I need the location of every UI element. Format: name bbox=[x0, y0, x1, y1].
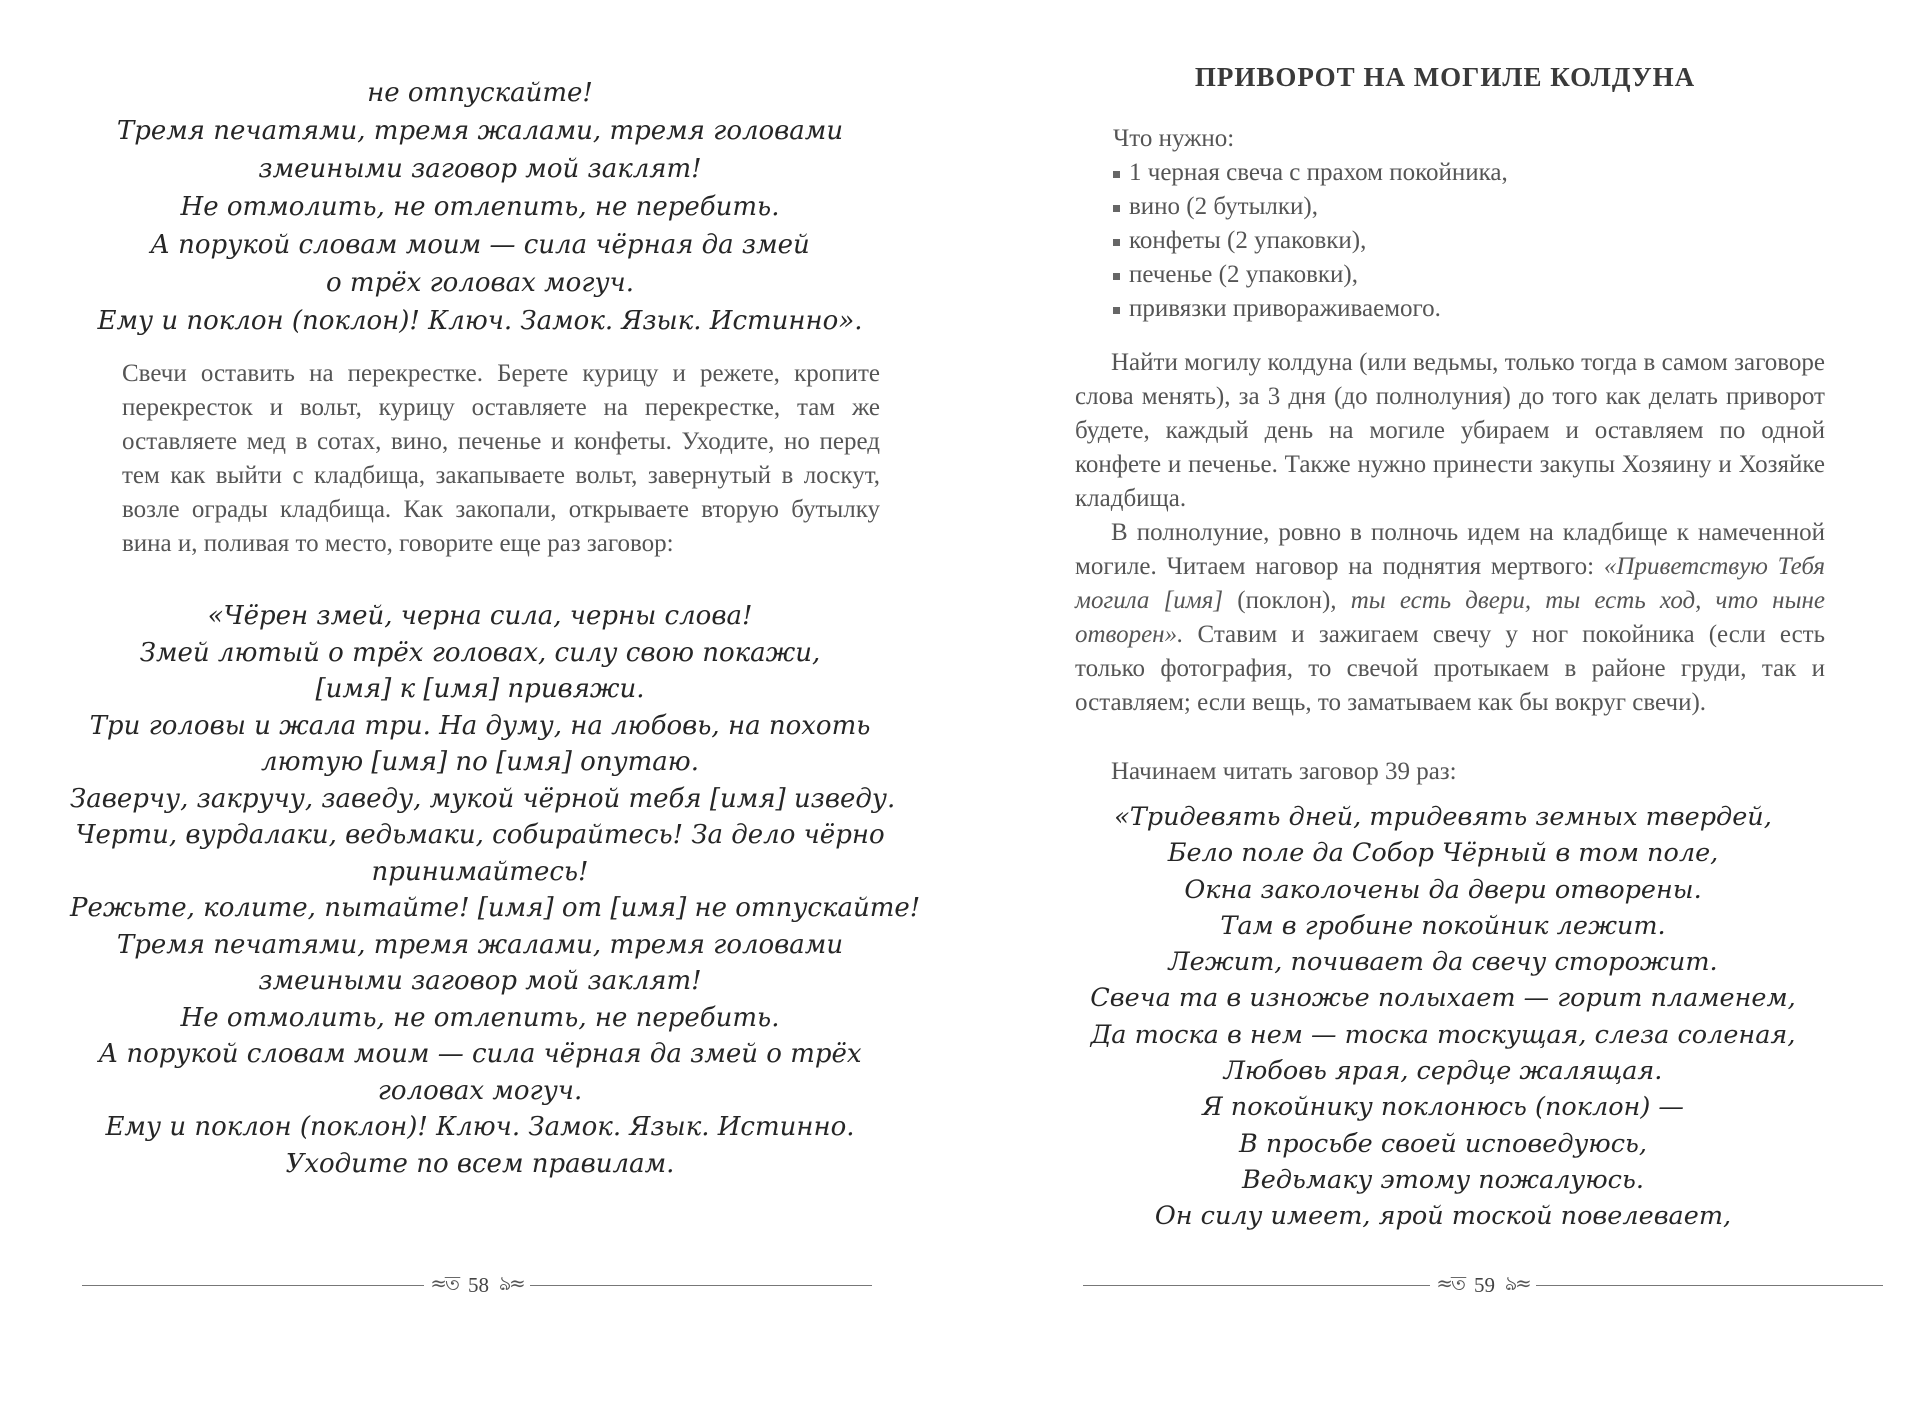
start-line: Начинаем читать заговор 39 раз: bbox=[1111, 758, 1457, 785]
footer-rule bbox=[82, 1285, 424, 1286]
verse-line: Лежит, почивает да свечу сторожит. bbox=[1168, 947, 1718, 978]
verse-line: змеиными заговор мой заклят! bbox=[258, 966, 702, 996]
left-verse-top bbox=[80, 74, 880, 340]
verse-line: Тремя печатями, тремя жалами, тремя головами bbox=[116, 929, 844, 960]
verse-line: Тремя печатями, тремя жалами, тремя головами bbox=[116, 116, 844, 146]
verse-line: В просьбе своей исповедуюсь, bbox=[1238, 1128, 1648, 1159]
quote-text: «Приветствую Тебя могила [имя] bbox=[1075, 553, 1825, 614]
verse-line: Три головы и жала три. На думу, на любовь, на похоть bbox=[89, 710, 871, 741]
list-item-text: вино (2 бутылки), bbox=[1129, 193, 1318, 220]
paragraph: Найти могилу колдуна (или ведьмы, только тогда в самом заговоре слова менять), за 3 дня (до полнолуния) до того как делать приворот будете, каждый день на могиле убираем и оставляем по одной конфете и печенье. Также нужно принести закупы Хозяину и Хозяйке кладбища. bbox=[1075, 349, 1825, 512]
right-page bbox=[963, 0, 1927, 1410]
list-item bbox=[1113, 292, 1833, 326]
verse-line: Режьте, колите, пытайте! [имя] от [имя] не отпускайте! bbox=[70, 893, 921, 923]
bullet-icon bbox=[1113, 205, 1120, 212]
verse-line: А порукой словам моим — сила чёрная да змей о трёх bbox=[98, 1039, 862, 1069]
list-item-text: печенье (2 упаковки), bbox=[1129, 261, 1358, 288]
verse-line: Окна заколочены да двери отворены. bbox=[1184, 874, 1702, 905]
verse-line: Ему и поклон (поклон)! Ключ. Замок. Язык. Истинно». bbox=[97, 306, 863, 336]
footer-rule bbox=[1536, 1285, 1883, 1286]
left-page bbox=[0, 0, 963, 1410]
verse-line: Ведьмаку этому пожалуюсь. bbox=[1242, 1164, 1644, 1195]
bullet-icon bbox=[1113, 307, 1120, 314]
bullet-icon bbox=[1113, 273, 1120, 280]
verse-line: Я покойнику поклонюсь (поклон) — bbox=[1202, 1092, 1684, 1123]
paragraph-text: Ставим и зажигаем свечу у ног покойника (если есть только фотография, то свечой протыкаем в районе груди, так и оставляем; если вещь, то заматываем как бы вокруг свечи). bbox=[1075, 621, 1825, 716]
list-item bbox=[1113, 156, 1833, 190]
chapter-title: ПРИВОРОТ НА МОГИЛЕ КОЛДУНА bbox=[1194, 62, 1696, 92]
bullet-icon bbox=[1113, 239, 1120, 246]
verse-line: Не отмолить, не отлепить, не перебить. bbox=[180, 192, 780, 222]
verse-line: лютую [имя] по [имя] опутаю. bbox=[261, 747, 699, 777]
verse-line: Да тоска в нем — тоска тоскущая, слеза соленая, bbox=[1090, 1019, 1796, 1050]
footer-rule bbox=[530, 1285, 872, 1286]
needs-list bbox=[1113, 156, 1833, 326]
ornament-icon: ≈ত bbox=[1436, 1270, 1464, 1295]
verse-line: Не отмолить, не отлепить, не перебить. bbox=[180, 1002, 780, 1033]
verse-line: Черти, вурдалаки, ведьмаки, собирайтесь! За дело чёрно bbox=[75, 820, 885, 850]
left-prose-paragraph: Свечи оставить на перекрестке. Берете курицу и режете, кропите перекресток и вольт, курицу оставляете на перекрестке, там же оставляете мед в сотах, вино, печенье и конфеты. Уходите, но перед тем как выйти с кладбища, закапываете вольт, завернутый в лоскут, возле ограды кладбища. Как закопали, открываете вторую бутылку вина и, поливая то место, говорите еще раз заговор: bbox=[122, 360, 880, 557]
verse-line: не отпускайте! bbox=[367, 78, 593, 108]
ornament-icon: ঌ≈ bbox=[498, 1270, 524, 1295]
paragraph-text: В полнолуние, ровно в полночь идем на кладбище к намеченной могиле. Читаем наговор на поднятия мертвого: bbox=[1075, 519, 1825, 580]
list-item-text: конфеты (2 упаковки), bbox=[1129, 227, 1367, 254]
verse-line: Любовь ярая, сердце жалящая. bbox=[1223, 1056, 1663, 1087]
verse-line: Заверчу, закручу, заведу, мукой чёрной тебя [имя] изведу. bbox=[70, 783, 896, 814]
verse-line: Там в гробине покойник лежит. bbox=[1220, 910, 1666, 941]
bullet-icon bbox=[1113, 171, 1120, 178]
verse-line: Ему и поклон (поклон)! Ключ. Замок. Язык. Истинно. bbox=[105, 1112, 855, 1142]
page-number: 58 bbox=[467, 1272, 489, 1297]
footer-rule bbox=[1083, 1285, 1430, 1286]
verse-line: «Тридевять дней, тридевять земных твердей, bbox=[1114, 802, 1772, 832]
verse-line: Уходите по всем правилам. bbox=[285, 1148, 675, 1179]
right-prose bbox=[1075, 346, 1825, 720]
paragraph-text: (поклон) bbox=[1223, 587, 1331, 614]
list-item-text: привязки привораживаемого. bbox=[1129, 295, 1441, 322]
paragraph bbox=[1075, 516, 1825, 720]
list-item bbox=[1113, 258, 1833, 292]
verse-line: о трёх головах могуч. bbox=[326, 268, 634, 298]
quote-text: , ты есть двери, ты есть ход, что ныне отворен». bbox=[1075, 587, 1826, 648]
needs-list-block bbox=[1113, 122, 1833, 326]
list-item bbox=[1113, 224, 1833, 258]
right-verse bbox=[1063, 799, 1823, 1235]
verse-line: Бело поле да Собор Чёрный в том поле, bbox=[1167, 838, 1719, 869]
verse-line: Свеча та в изножье полыхает — горит пламенем, bbox=[1090, 983, 1796, 1014]
right-page-footer bbox=[1083, 1270, 1883, 1300]
verse-line: принимайтесь! bbox=[371, 856, 589, 887]
verse-line: А порукой словам моим — сила чёрная да змей bbox=[150, 230, 810, 260]
left-page-footer bbox=[82, 1270, 872, 1300]
verse-line: змеиными заговор мой заклят! bbox=[258, 154, 702, 184]
list-item bbox=[1113, 190, 1833, 224]
list-item-text: 1 черная свеча с прахом покойника, bbox=[1129, 159, 1508, 186]
page-number: 59 bbox=[1473, 1272, 1495, 1297]
verse-line: «Чёрен змей, черна сила, черны слова! bbox=[207, 601, 753, 631]
left-verse-main bbox=[70, 598, 921, 1182]
verse-line: головах могуч. bbox=[377, 1075, 583, 1106]
verse-line: Он силу имеет, ярой тоской повелевает, bbox=[1154, 1201, 1732, 1232]
verse-line: [имя] к [имя] привяжи. bbox=[315, 674, 645, 704]
needs-label: Что нужно: bbox=[1113, 125, 1235, 152]
ornament-icon: ≈ত bbox=[430, 1270, 458, 1295]
verse-line: Змей лютый о трёх головах, силу свою покажи, bbox=[139, 637, 821, 668]
ornament-icon: ঌ≈ bbox=[1504, 1270, 1530, 1295]
